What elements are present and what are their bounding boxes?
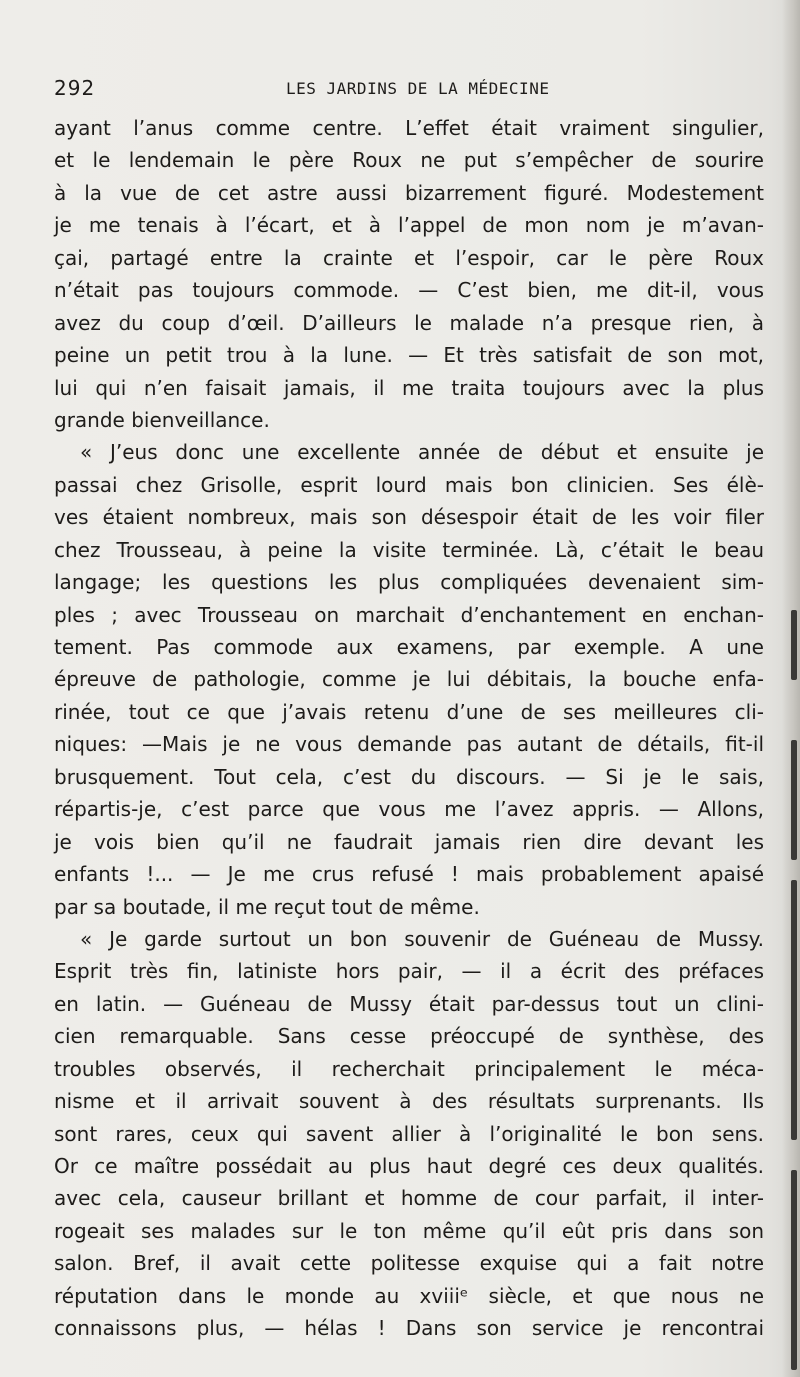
text-line: ayant l’anus comme centre. L’effet était vraiment singulier,: [54, 116, 764, 140]
page-edge-shadow: [782, 0, 800, 1377]
text-line: je vois bien qu’il ne faudrait jamais rien dire devant les: [54, 829, 764, 854]
text-line: troubles observés, il recherchait principalement le méca-: [54, 1056, 764, 1081]
edge-ink-mark: [791, 740, 797, 860]
text-line: réputation dans le monde au xviiiᵉ siècle, et que nous ne: [54, 1283, 764, 1308]
text-line: cien remarquable. Sans cesse préoccupé de synthèse, des: [54, 1024, 764, 1049]
text-line: Esprit très fin, latiniste hors pair, — il a écrit des préfaces: [54, 959, 764, 984]
text-line: à la vue de cet astre aussi bizarrement figuré. Modestement: [54, 180, 764, 205]
text-line: n’était pas toujours commode. — C’est bien, me dit-il, vous: [54, 278, 764, 303]
body-text: [54, 112, 764, 1345]
paragraph-start-line: « J’eus donc une excellente année de début et ensuite je: [80, 440, 764, 465]
edge-ink-mark: [791, 610, 797, 680]
text-line: avez du coup d’œil. D’ailleurs le malade n’a presque rien, à: [54, 310, 764, 335]
text-line: çai, partagé entre la crainte et l’espoir, car le père Roux: [54, 245, 764, 270]
text-line: sont rares, ceux qui savent allier à l’originalité le bon sens.: [54, 1121, 764, 1146]
running-title: LES JARDINS DE LA MÉDECINE: [286, 79, 550, 98]
text-line: enfants !... — Je me crus refusé ! mais probablement apaisé: [54, 862, 764, 887]
text-line: ves étaient nombreux, mais son désespoir était de les voir filer: [54, 505, 764, 530]
edge-ink-mark: [791, 880, 797, 1140]
text-line: nisme et il arrivait souvent à des résultats surprenants. Ils: [54, 1089, 764, 1114]
text-line: avec cela, causeur brillant et homme de cour parfait, il inter-: [54, 1186, 764, 1211]
text-line: lui qui n’en faisait jamais, il me traita toujours avec la plus: [54, 375, 764, 400]
text-line: par sa boutade, il me reçut tout de même.: [54, 894, 480, 919]
text-line: rinée, tout ce que j’avais retenu d’une de ses meilleures cli-: [54, 699, 764, 724]
text-line: et le lendemain le père Roux ne put s’empêcher de sourire: [54, 148, 764, 173]
text-line: ples ; avec Trousseau on marchait d’enchantement en enchan-: [54, 602, 764, 627]
text-line: rogeait ses malades sur le ton même qu’il eût pris dans son: [54, 1218, 764, 1243]
text-line: passai chez Grisolle, esprit lourd mais bon clinicien. Ses élè-: [54, 472, 764, 497]
text-line: Or ce maître possédait au plus haut degré ces deux qualités.: [54, 1154, 764, 1178]
page-header: [54, 76, 758, 106]
text-line: connaissons plus, — hélas ! Dans son service je rencontrai: [54, 1316, 764, 1341]
text-line: langage; les questions les plus compliquées devenaient sim-: [54, 570, 764, 595]
text-line: salon. Bref, il avait cette politesse exquise qui a fait notre: [54, 1251, 764, 1276]
text-line: répartis-je, c’est parce que vous me l’avez appris. — Allons,: [54, 797, 764, 822]
text-line: en latin. — Guéneau de Mussy était par-dessus tout un clini-: [54, 991, 764, 1016]
text-line: niques: —Mais je ne vous demande pas autant de détails, fit-il: [54, 732, 764, 757]
text-line: brusquement. Tout cela, c’est du discours. — Si je le sais,: [54, 764, 764, 789]
text-line: chez Trousseau, à peine la visite terminée. Là, c’était le beau: [54, 537, 764, 562]
text-line: je me tenais à l’écart, et à l’appel de mon nom je m’avan-: [54, 213, 764, 238]
page-number: 292: [54, 76, 96, 100]
text-line: grande bienveillance.: [54, 407, 270, 432]
text-line: peine un petit trou à la lune. — Et très satisfait de son mot,: [54, 343, 764, 368]
text-line: épreuve de pathologie, comme je lui débitais, la bouche enfa-: [54, 667, 764, 692]
text-line: tement. Pas commode aux examens, par exemple. A une: [54, 635, 764, 659]
edge-ink-mark: [791, 1170, 797, 1370]
paragraph-start-line: « Je garde surtout un bon souvenir de Guéneau de Mussy.: [80, 926, 764, 951]
